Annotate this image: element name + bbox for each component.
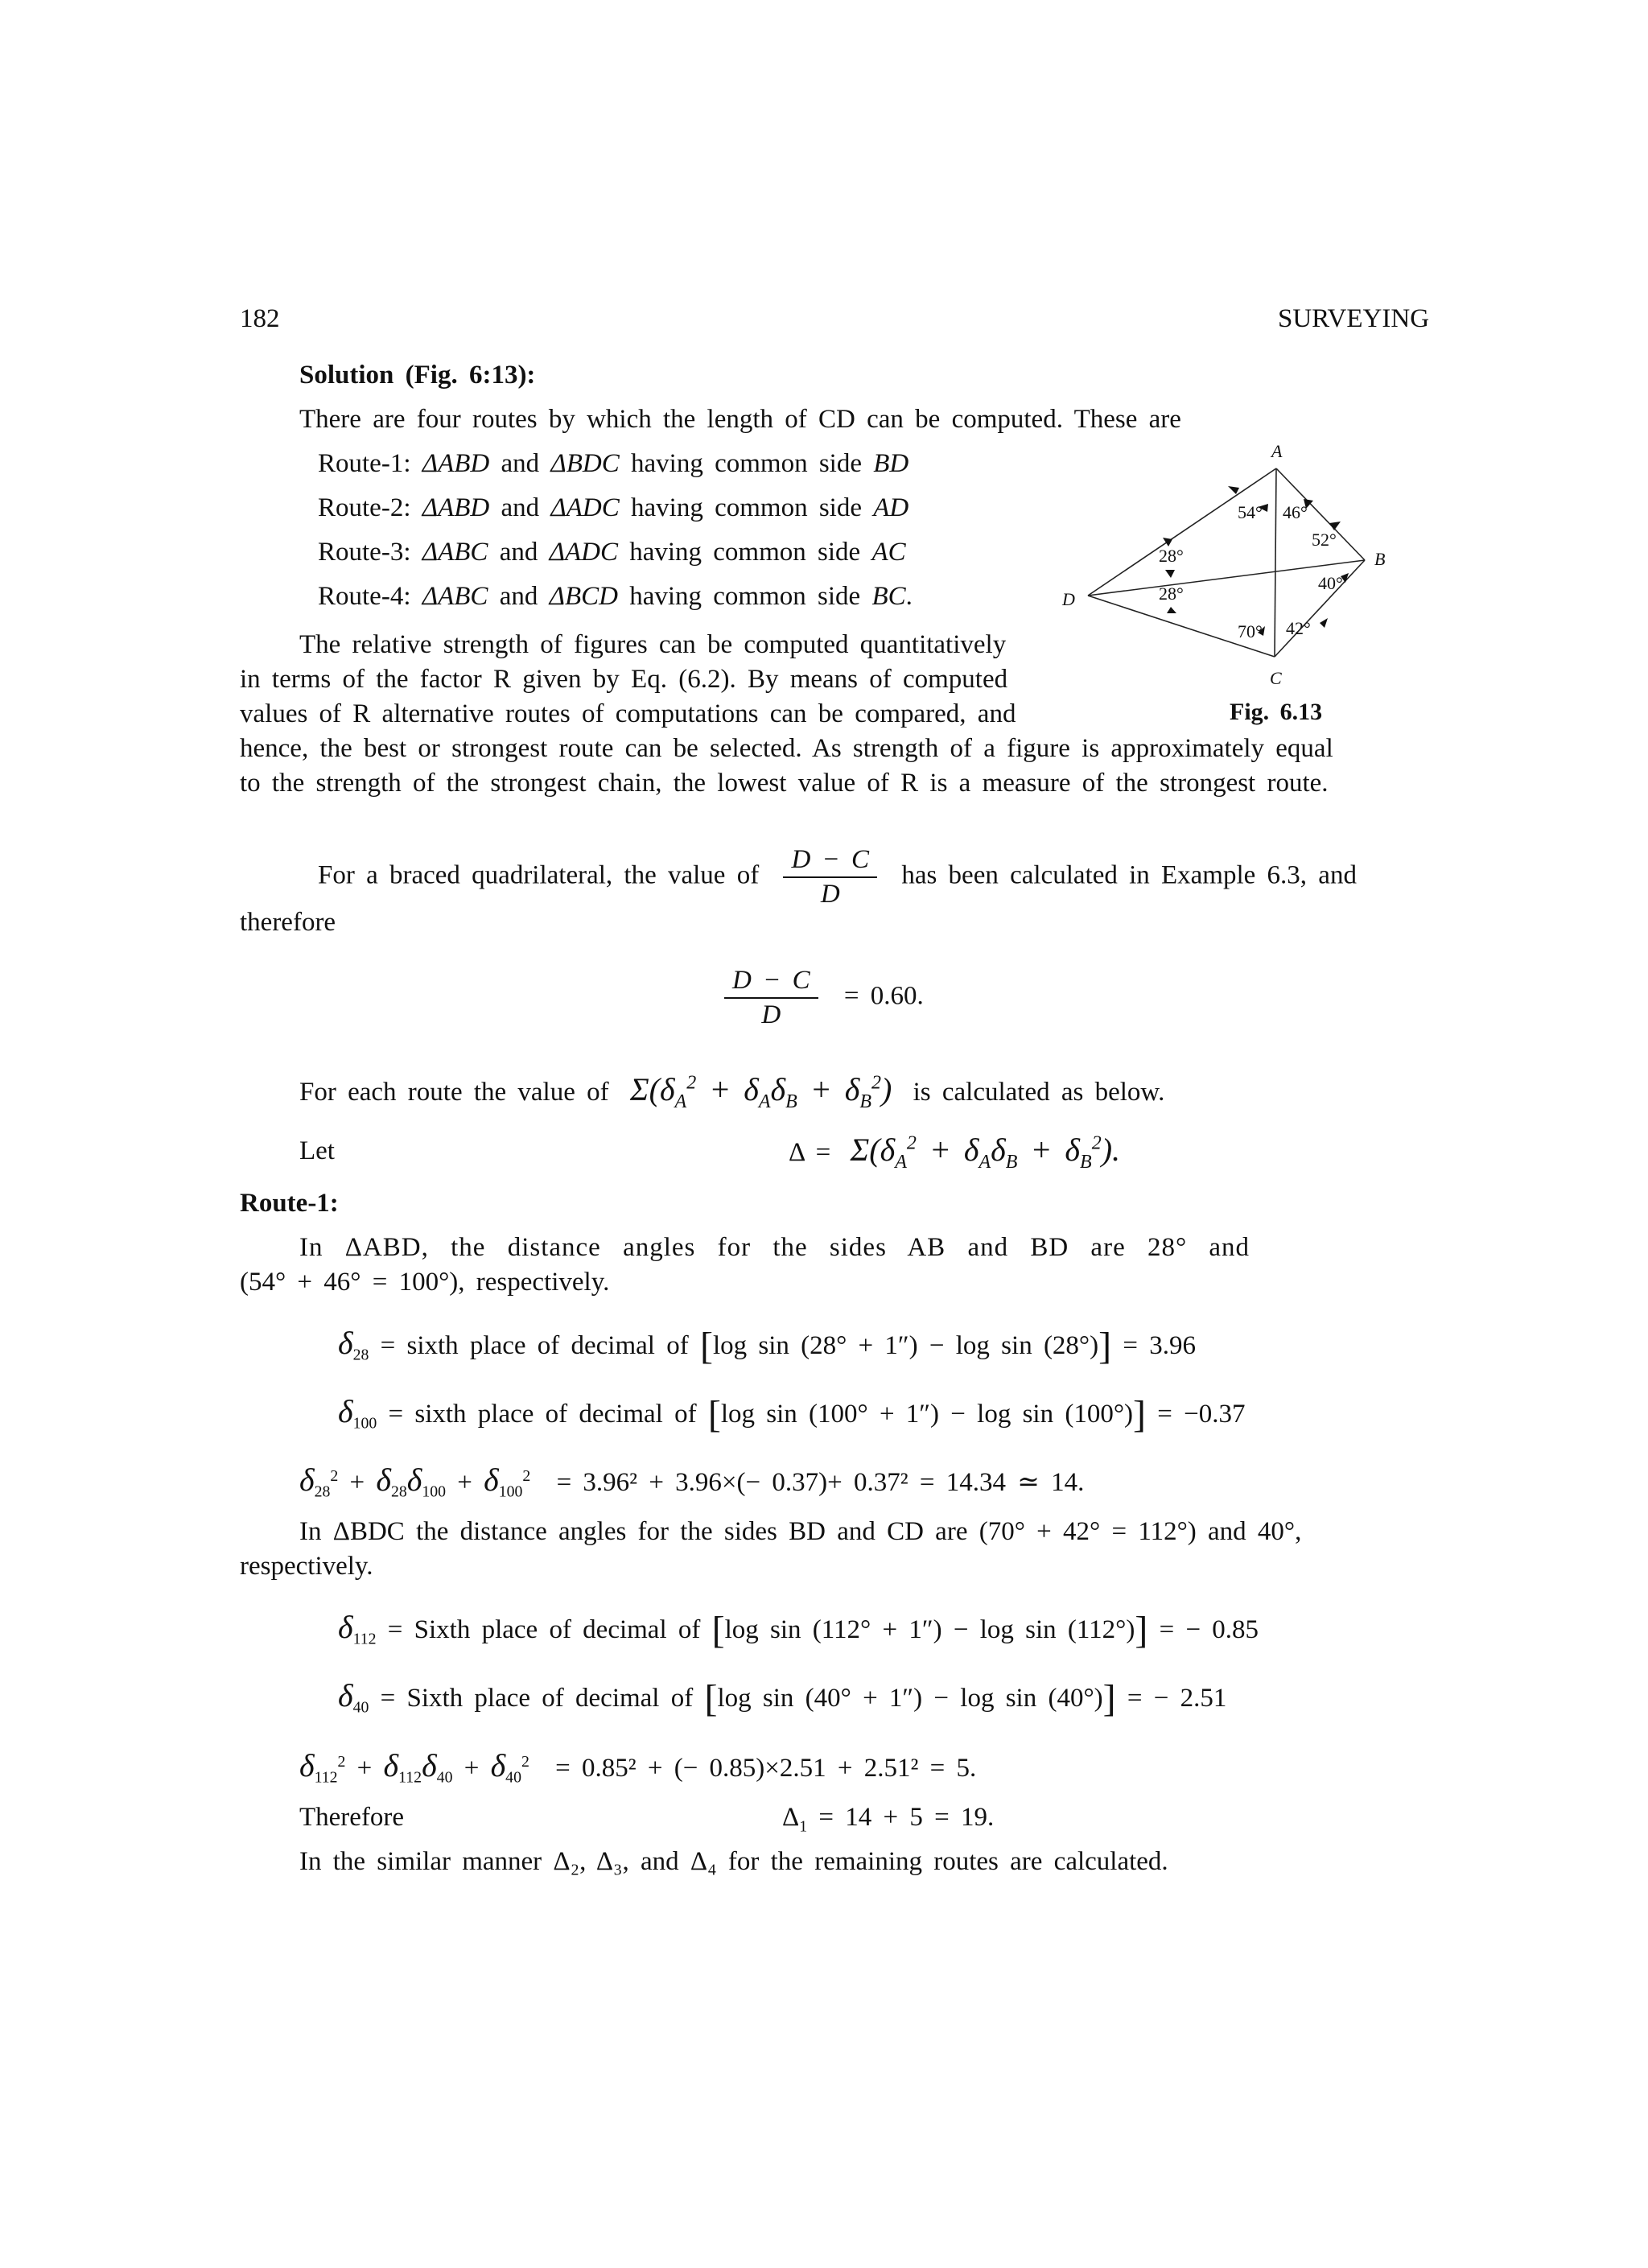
delta-100-line: $\delta_{100}$ = sixth place of decimal of [log sin (100° + 1″) − log sin (100°)] = −0.37 [338, 1393, 1246, 1436]
solution-heading: Solution (Fig. 6:13): [299, 361, 536, 390]
solution-intro: There are four routes by which the length of CD can be computed. These are [299, 405, 1181, 434]
diagonal-ac [1275, 468, 1276, 657]
side-da [1088, 468, 1276, 596]
page-number: 182 [240, 304, 280, 333]
route-line-2: Route-2: ΔABD and ΔADC having common side AD [318, 493, 909, 522]
route-line-3: Route-3: ΔABC and ΔADC having common side AC [318, 538, 906, 567]
route-line-4: Route-4: ΔABC and ΔBCD having common side BC. [318, 582, 913, 611]
vertex-a: A [1271, 441, 1283, 461]
each-route-sentence: For each route the value of $\Sigma(\delta_A^2 + \delta_A\delta_B + \delta_B^2)$ is calculated as below. [299, 1071, 1165, 1112]
para-line-4: hence, the best or strongest route can be selected. As strength of a figure is approximately equal [240, 734, 1333, 763]
ratio-equation: $\frac{D - C}{D}$ = 0.60. [724, 966, 924, 1030]
final-line: In the similar manner Δ₂, Δ₃, and Δ₄ for the remaining routes are calculated. [299, 1847, 1168, 1876]
angle-28-upper: 28° [1159, 546, 1184, 566]
angle-42: 42° [1286, 618, 1311, 638]
fraction-d-minus-c-over-d-2: $\frac{D - C}{D}$ [724, 966, 818, 1030]
bdc-line-2: respectively. [240, 1552, 373, 1581]
vertex-d: D [1062, 589, 1075, 609]
sum-route1-bdc: $\delta_{112}^2 + \delta_{112}\delta_{40} + \delta_{40}^2 = 0.85^2$ + (− 0.85)×2.51 + 2.51² = 5. [299, 1747, 977, 1787]
para-line-2: in terms of the factor R given by Eq. (6.2). By means of computed [240, 665, 1008, 694]
angle-54: 54° [1238, 502, 1263, 522]
delta-40-line: $\delta_{40}$ = Sixth place of decimal of [log sin (40° + 1″) − log sin (40°)] = − 2.51 [338, 1677, 1227, 1720]
therefore-word: therefore [240, 908, 336, 937]
braced-quadrilateral-figure [1046, 435, 1400, 700]
route1-line-1: In ΔABD, the distance angles for the sides AB and BD are 28° and [299, 1233, 1250, 1262]
braced-sentence: For a braced quadrilateral, the value of $\frac{D - C}{D}$ has been calculated in Example 6.3, and [318, 845, 1357, 909]
route-line-1: Route-1: ΔABD and ΔBDC having common side BD [318, 449, 909, 478]
therefore-label: Therefore [299, 1803, 405, 1832]
angle-52: 52° [1312, 530, 1337, 550]
delta1-equation: $\Delta_1 = 14 + 5 = 19$. [782, 1803, 995, 1836]
angle-28-lower: 28° [1159, 583, 1184, 604]
angle-46: 46° [1283, 502, 1308, 522]
angle-40: 40° [1318, 573, 1343, 593]
vertex-c: C [1270, 668, 1282, 688]
running-title: SURVEYING [1278, 304, 1430, 333]
route1-heading: Route-1: [240, 1189, 339, 1218]
vertex-b: B [1374, 549, 1386, 569]
figure-caption: Fig. 6.13 [1230, 699, 1323, 725]
fraction-d-minus-c-over-d: $\frac{D - C}{D}$ [783, 845, 877, 909]
para-line-5: to the strength of the strongest chain, the lowest value of R is a measure of the strongest route. [240, 769, 1329, 798]
delta-28-line: $\delta_{28}$ = sixth place of decimal of [log sin (28° + 1″) − log sin (28°)] = 3.96 [338, 1325, 1196, 1367]
sum-route1-abd: $\delta_{28}^2 + \delta_{28}\delta_{100} + \delta_{100}^2 = 3.96^2 + 3.96\times(- 0.37)+ 0.37^2 = 14.34$ ≃ 14. [299, 1462, 1085, 1501]
route1-line-2: (54° + 46° = 100°), respectively. [240, 1268, 610, 1297]
sum-expression: $\Sigma(\delta_A^2 + \delta_A\delta_B + \delta_B^2)$ [629, 1071, 892, 1112]
let-equation: $\Delta = \Sigma(\delta_A^2 + \delta_A\delta_B + \delta_B^2)$. [789, 1132, 1121, 1173]
angle-70: 70° [1238, 621, 1263, 641]
delta-112-line: $\delta_{112}$ = Sixth place of decimal of [log sin (112° + 1″) − log sin (112°)] = − 0.85 [338, 1609, 1259, 1652]
bdc-line-1: In ΔBDC the distance angles for the sides BD and CD are (70° + 42° = 112°) and 40°, [299, 1517, 1302, 1546]
para-line-1: The relative strength of figures can be computed quantitatively [299, 630, 1007, 659]
let-label: Let [299, 1136, 335, 1165]
para-line-3: values of R alternative routes of computations can be compared, and [240, 699, 1016, 728]
